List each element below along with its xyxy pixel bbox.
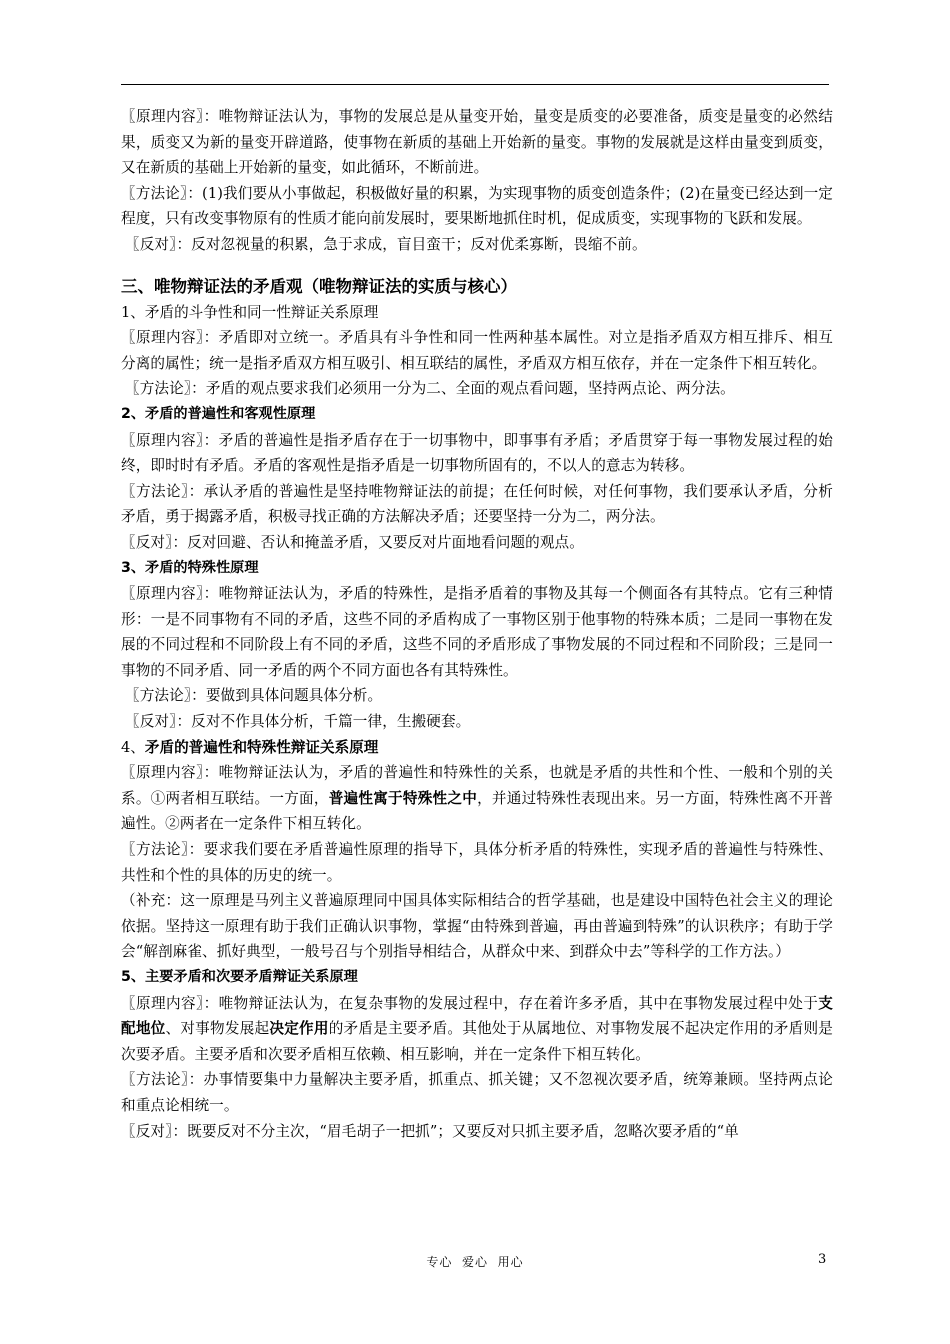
footer-slogan: 专心 爱心 用心 — [426, 1255, 524, 1269]
methodology-paragraph: 〖方法论〗：承认矛盾的普遍性是坚持唯物辩证法的前提；在任何时候，对任何事物，我们要承认矛盾，分析矛盾，勇于揭露矛盾，积极寻找正确的方法解决矛盾；还要坚持一分为二，两分法。 — [121, 482, 833, 526]
oppose-paragraph: 〖反对〗：反对不作具体分析，千篇一律，生搬硬套。 — [125, 713, 471, 731]
methodology-paragraph: 〖方法论〗：矛盾的观点要求我们必须用一分为二、全面的观点看问题，坚持两点论、两分法。 — [125, 380, 735, 398]
methodology-paragraph: 〖方法论〗：(1)我们要从小事做起，积极做好量的积累，为实现事物的质变创造条件；(2)在量变已经达到一定程度，只有改变事物原有的性质才能向前发展时，要果断地抓住时机，促成质变，实现事物的飞跃和发展。 — [121, 184, 833, 228]
text-run: 〖原理内容〗：唯物辩证法认为，矛盾的普遍性和特殊性的关系，也就是矛盾的共性和个性、一般和个别的关系。①两者相互联结。一方面， — [121, 764, 833, 807]
subsection-heading-text: 矛盾的普遍性和特殊性辩证关系原理 — [144, 738, 379, 756]
methodology-paragraph: 〖方法论〗：要求我们要在矛盾普遍性原理的指导下，具体分析矛盾的特殊性，实现矛盾的普遍性与特殊性、共性和个性的具体的历史的统一。 — [121, 841, 833, 884]
oppose-paragraph: 〖反对〗：反对忽视量的积累，急于求成，盲目蛮干；反对优柔寡断，畏缩不前。 — [125, 235, 647, 253]
header-rule — [121, 84, 829, 85]
emphasis-text: 普遍性寓于特殊性之中 — [328, 789, 478, 807]
section-title: 三、唯物辩证法的矛盾观（唯物辩证法的实质与核心） — [121, 276, 517, 296]
text-run: 、对事物发展起 — [165, 1020, 270, 1038]
supplement-paragraph: （补充：这一原理是马列主义普遍原理同中国具体实际相结合的哲学基础，也是建设中国特色社会主义的理论依据。坚持这一原理有助于我们正确认识事物，掌握“由特殊到普遍，再由普遍到特殊”的认识秩序；有助于学会“解剖麻雀、抓好典型，一般号召与个别指导相结合，从群众中来、到群众中去”等科学的工作方法。） — [121, 892, 833, 961]
emphasis-text: 决定作用 — [269, 1020, 329, 1038]
subsection-heading-2: 2、矛盾的普遍性和客观性原理 — [121, 405, 316, 422]
principle-content-paragraph: 〖原理内容〗：唯物辩证法认为，矛盾的特殊性，是指矛盾着的事物及其每一个侧面各有其特点。它有三种情形：一是不同事物有不同的矛盾，这些不同的矛盾构成了一事物区别于他事物的特殊本质；二是同一事物在发展的不同过程和不同阶段上有不同的矛盾，这些不同的矛盾形成了事物发展的不同过程和不同阶段；三是同一事物的不同矛盾、同一矛盾的两个不同方面也各有其特殊性。 — [121, 585, 833, 679]
page-number: 3 — [818, 1252, 827, 1267]
principle-content-paragraph — [121, 760, 833, 837]
oppose-paragraph: 〖反对〗：既要反对不分主次，“眉毛胡子一把抓”；又要反对只抓主要矛盾，忽略次要矛盾的“单 — [121, 1122, 739, 1140]
page-content — [121, 104, 833, 1144]
principle-content-paragraph: 〖原理内容〗：矛盾的普遍性是指矛盾存在于一切事物中，即事事有矛盾；矛盾贯穿于每一事物发展过程的始终，即时时有矛盾。矛盾的客观性是指矛盾是一切事物所固有的，不以人的意志为转移。 — [121, 431, 833, 475]
text-run: 的矛盾是主要矛盾。其他处于从属地位、对事物发展不起决定作用的矛盾则是次要矛盾。主要矛盾和次要矛盾相互依赖、相互影响，并在一定条件下相互转化。 — [121, 1020, 833, 1063]
methodology-paragraph: 〖方法论〗：办事情要集中力量解决主要矛盾，抓重点、抓关键；又不忽视次要矛盾，统筹兼顾。坚持两点论和重点论相统一。 — [121, 1071, 833, 1114]
subsection-heading-5: 5、主要矛盾和次要矛盾辩证关系原理 — [121, 969, 358, 985]
subsection-heading-4 — [121, 735, 833, 761]
emphasis-text: 支配地位 — [121, 994, 833, 1038]
principle-content-paragraph — [121, 991, 833, 1068]
subsection-number: 4、 — [121, 738, 145, 756]
subsection-heading-1: 1、矛盾的斗争性和同一性辩证关系原理 — [121, 303, 379, 321]
text-run: 〖原理内容〗：唯物辩证法认为，在复杂事物的发展过程中，存在着许多矛盾，其中在事物发展过程中处于 — [121, 994, 819, 1012]
principle-content-paragraph: 〖原理内容〗：唯物辩证法认为，事物的发展总是从量变开始，量变是质变的必要准备，质变是量变的必然结果，质变又为新的量变开辟道路，使事物在新质的基础上开始新的量变。事物的发展就是这样由量变到质变，又在新质的基础上开始新的量变，如此循环，不断前进。 — [121, 108, 833, 177]
principle-content-paragraph: 〖原理内容〗：矛盾即对立统一。矛盾具有斗争性和同一性两种基本属性。对立是指矛盾双方相互排斥、相互分离的属性；统一是指矛盾双方相互吸引、相互联结的属性，矛盾双方相互依存，并在一定条件下相互转化。 — [121, 329, 833, 372]
subsection-heading-3: 3、矛盾的特殊性原理 — [121, 559, 259, 576]
text-run: ，并通过特殊性表现出来。另一方面，特殊性离不开普遍性。②两者在一定条件下相互转化。 — [121, 789, 833, 833]
methodology-paragraph: 〖方法论〗：要做到具体问题具体分析。 — [125, 687, 383, 705]
oppose-paragraph: 〖反对〗：反对回避、否认和掩盖矛盾，又要反对片面地看问题的观点。 — [121, 533, 584, 551]
